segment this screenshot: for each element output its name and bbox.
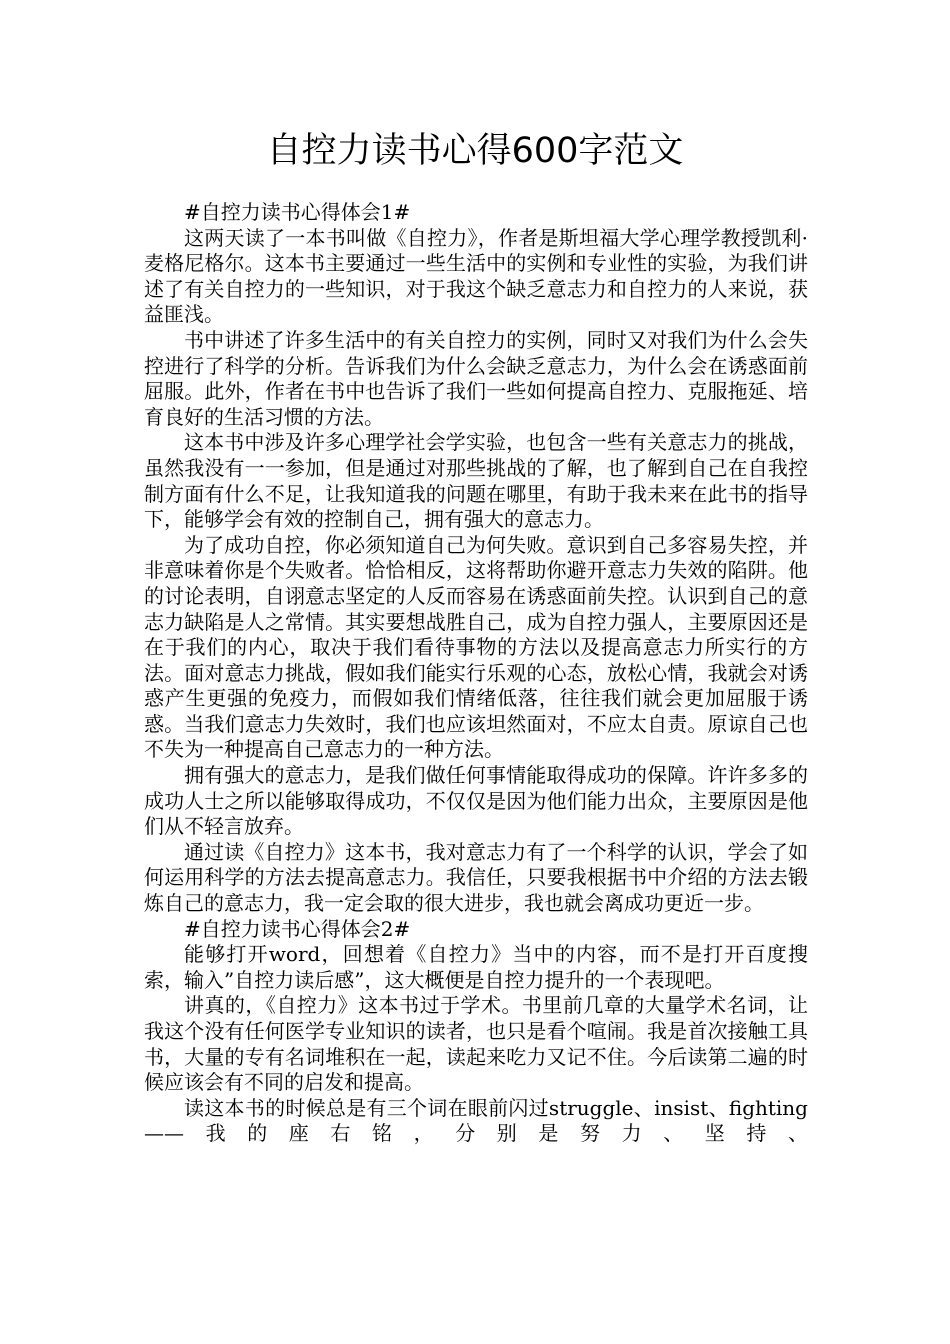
section-heading-2: #自控力读书心得体会2# (184, 916, 411, 941)
paragraph: 这两天读了一本书叫做《自控力》，作者是斯坦福大学心理学教授凯利·麦格尼格尔。这本书主要通过一些生活中的实例和专业性的实验，为我们讲述了有关自控力的一些知识，对于我这个缺乏意志力和自控力的人来说，获益匪浅。 (144, 225, 808, 327)
paragraph: 书中讲述了许多生活中的有关自控力的实例，同时又对我们为什么会失控进行了科学的分析。告诉我们为什么会缺乏意志力，为什么会在诱惑面前屈服。此外，作者在书中也告诉了我们一些如何提高自控力、克服拖延、培育良好的生活习惯的方法。 (144, 327, 808, 429)
paragraph: 能够打开word，回想着《自控力》当中的内容，而不是打开百度搜索，输入”自控力读后感”，这大概便是自控力提升的一个表现吧。 (144, 942, 808, 992)
document-body (144, 200, 808, 1147)
section-heading-1: #自控力读书心得体会1# (184, 200, 411, 224)
paragraph: 读这本书的时候总是有三个词在眼前闪过struggle、insist、fighting——我的座右铭，分别是努力、坚持、 (144, 1095, 808, 1146)
paragraph: 这本书中涉及许多心理学社会学实验，也包含一些有关意志力的挑战，虽然我没有一一参加，但是通过对那些挑战的了解，也了解到自己在自我控制方面有什么不足，让我知道我的问题在哪里，有助于我未来在此书的指导下，能够学会有效的控制自己，拥有强大的意志力。 (144, 430, 808, 532)
paragraph: 通过读《自控力》这本书，我对意志力有了一个科学的认识，学会了如何运用科学的方法去提高意志力。我信任，只要我根据书中介绍的方法去锻炼自己的意志力，我一定会取的很大进步，我也就会离成功更近一步。 (144, 839, 808, 916)
document-title: 自控力读书心得600字范文 (266, 131, 684, 171)
paragraph: 拥有强大的意志力，是我们做任何事情能取得成功的保障。许许多多的成功人士之所以能够取得成功，不仅仅是因为他们能力出众，主要原因是他们从不轻言放弃。 (144, 763, 808, 839)
paragraph: 讲真的，《自控力》这本书过于学术。书里前几章的大量学术名词，让我这个没有任何医学专业知识的读者，也只是看个喧闹。我是首次接触工具书，大量的专有名词堆积在一起，读起来吃力又记不住。今后读第二遍的时候应该会有不同的启发和提高。 (144, 993, 808, 1095)
paragraph: 为了成功自控，你必须知道自己为何失败。意识到自己多容易失控，并非意味着你是个失败者。恰恰相反，这将帮助你避开意志力失效的陷阱。他的讨论表明，自诩意志坚定的人反而容易在诱惑面前失控。认识到自己的意志力缺陷是人之常情。其实要想战胜自己，成为自控力强人，主要原因还是在于我们的内心，取决于我们看待事物的方法以及提高意志力所实行的方法。面对意志力挑战，假如我们能实行乐观的心态，放松心情，我就会对诱惑产生更强的免疫力，而假如我们情绪低落，往往我们就会更加屈服于诱惑。当我们意志力失效时，我们也应该坦然面对，不应太自责。原谅自己也不失为一种提高自己意志力的一种方法。 (144, 532, 808, 762)
